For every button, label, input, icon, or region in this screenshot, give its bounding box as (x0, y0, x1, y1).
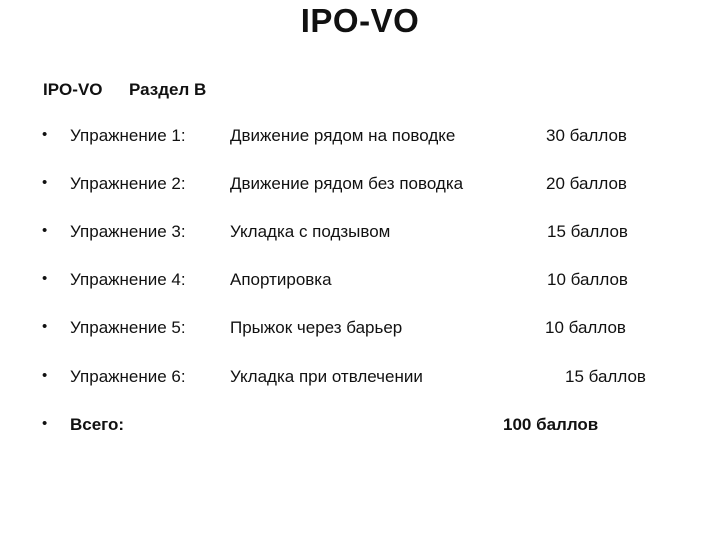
exercise-points: 20 баллов (546, 174, 627, 193)
exercise-points: 30 баллов (546, 126, 627, 145)
exercise-name: Упражнение 3: (70, 222, 186, 241)
list-item (0, 270, 720, 294)
bullet: • (42, 415, 48, 432)
list-item (0, 222, 720, 246)
exercise-points: 10 баллов (545, 318, 626, 337)
total-points: 100 баллов (503, 415, 599, 434)
exercise-description: Апортировка (230, 270, 332, 289)
exercise-description: Укладка с подзывом (230, 222, 391, 241)
exercise-name: Упражнение 4: (70, 270, 186, 289)
bullet: • (42, 174, 48, 191)
list-item (0, 367, 720, 391)
exercise-description: Движение рядом на поводке (230, 126, 456, 145)
bullet: • (42, 318, 48, 335)
list-item (0, 126, 720, 150)
slide-title: IPO-VO (300, 2, 420, 39)
exercise-name: Упражнение 1: (70, 126, 186, 145)
exercise-description: Укладка при отвлечении (230, 367, 423, 386)
exercise-name: Упражнение 2: (70, 174, 186, 193)
bullet: • (42, 367, 48, 384)
subheader (43, 80, 207, 100)
list-item (0, 174, 720, 198)
exercise-description: Прыжок через барьер (230, 318, 403, 337)
list-item (0, 318, 720, 342)
total-row (0, 415, 720, 439)
exercise-points: 10 баллов (547, 270, 628, 289)
exercise-description: Движение рядом без поводка (230, 174, 464, 193)
bullet: • (42, 270, 48, 287)
section-label: Раздел B (129, 80, 207, 99)
exercise-points: 15 баллов (565, 367, 646, 386)
exercise-points: 15 баллов (547, 222, 628, 241)
exercise-name: Упражнение 5: (70, 318, 186, 337)
program-label: IPO-VO (43, 80, 103, 99)
exercise-name: Упражнение 6: (70, 367, 186, 386)
bullet: • (42, 126, 48, 143)
total-label: Всего: (70, 415, 125, 434)
bullet: • (42, 222, 48, 239)
